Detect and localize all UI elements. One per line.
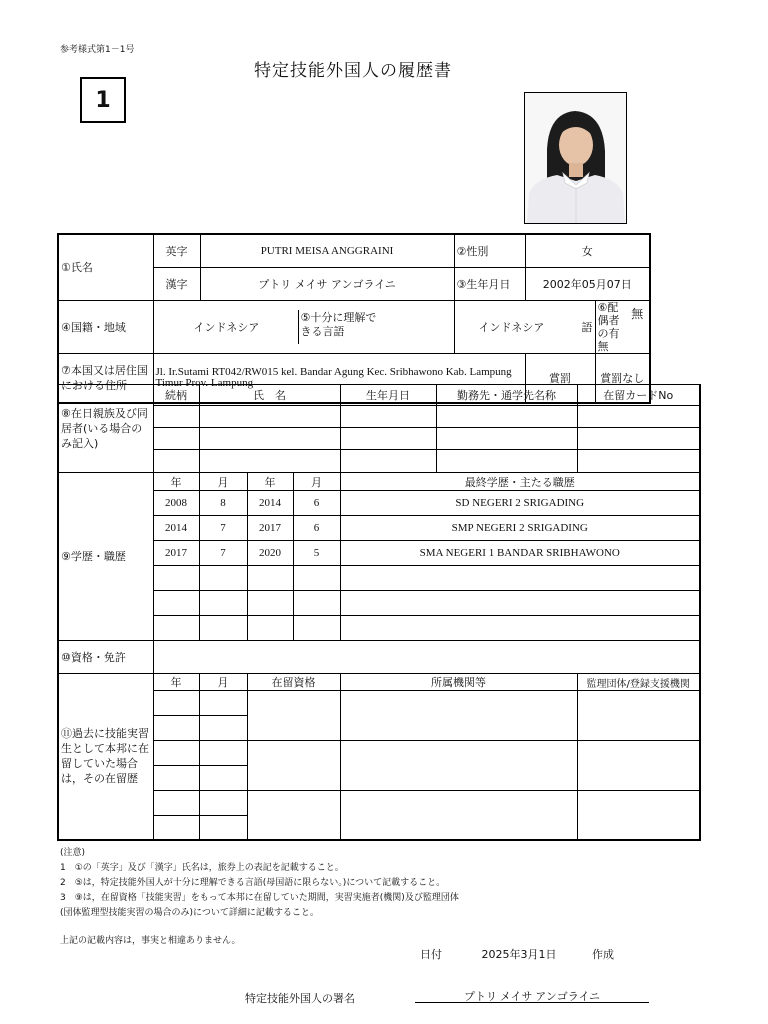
edu-cell: 2017: [247, 516, 293, 541]
kanji-name-label: 漢字: [153, 267, 200, 300]
birth-date-value: 2002年05月07日: [525, 267, 650, 300]
edu-header-history: 最終学歴・主たる職歴: [340, 473, 700, 491]
nationality-cell: [153, 300, 454, 353]
past-header-supervisor: 監理団体/登録支援機関: [577, 674, 700, 691]
page-number-box: 1: [80, 77, 126, 123]
edu-header-start-month: 月: [199, 473, 247, 491]
past-header-year: 年: [153, 674, 199, 691]
applicant-photo: [524, 92, 627, 224]
qualification-value: [153, 641, 700, 674]
past-row: [58, 791, 700, 816]
date-value: 2025年3月1日: [481, 948, 557, 961]
language-value: インドネシア: [478, 320, 545, 334]
edu-cell: 2017: [153, 541, 199, 566]
family-row: [58, 450, 700, 473]
family-row: [58, 406, 700, 428]
note-item: (団体監理型技能実習の場合のみ)について詳細に記載すること。: [60, 908, 319, 918]
date-line: [420, 946, 614, 962]
past-row: [58, 741, 700, 766]
family-header-birth: 生年月日: [340, 385, 436, 406]
edu-cell: 5: [293, 541, 340, 566]
gender-value: 女: [525, 234, 650, 267]
edu-cell: 8: [199, 491, 247, 516]
edu-header-start-year: 年: [153, 473, 199, 491]
signature-label: 特定技能外国人の署名: [245, 992, 355, 1005]
portrait-photo-icon: [525, 93, 626, 223]
notes-heading: (注意): [60, 848, 86, 858]
education-label: ⑨学歴・職歴: [58, 473, 153, 641]
edu-cell: 2020: [247, 541, 293, 566]
qualification-label: ⑩資格・免許: [58, 641, 153, 674]
edu-cell: 2008: [153, 491, 199, 516]
name-label: ①氏名: [58, 234, 153, 300]
note-item: 3 ⑨は，在留資格「技能実習」をもって本邦に在留していた期間，実習実施者(機関)及び監理団体: [60, 893, 459, 903]
edu-cell: 6: [293, 491, 340, 516]
english-name-value: PUTRI MEISA ANGGRAINI: [200, 234, 454, 267]
edu-header-end-year: 年: [247, 473, 293, 491]
date-label: 日付: [420, 948, 442, 961]
note-item: 1 ①の「英字」及び「漢字」氏名は，旅券上の表記を記載すること。: [60, 863, 344, 873]
past-row: [58, 691, 700, 716]
family-row: [58, 428, 700, 450]
education-row: [58, 491, 700, 516]
family-header-workplace: 勤務先・通学先名称: [436, 385, 577, 406]
personal-info-table: [57, 233, 651, 404]
address-value: Jl. Ir.Sutami RT042/RW015 kel. Bandar Agung Kec. Sribhawono Kab. Lampung Timur Prov. Lampung: [153, 353, 525, 403]
past-training-label: ⑪過去に技能実習生として本邦に在留していた場合は，その在留歴: [58, 674, 153, 840]
kanji-name-value: プトリ メイサ アンゴライニ: [200, 267, 454, 300]
spouse-value: 無: [631, 306, 644, 321]
spouse-label: ⑥配偶者の有無: [597, 300, 620, 353]
language-suffix: 語: [581, 320, 593, 334]
gender-label: ②性別: [454, 234, 525, 267]
education-row: [58, 616, 700, 641]
notes-section: [60, 846, 459, 921]
family-label: ⑧在日親族及び同居者(いる場合のみ記入): [58, 385, 153, 473]
past-header-organization: 所属機関等: [340, 674, 577, 691]
document-title: 特定技能外国人の履歴書: [254, 61, 452, 81]
education-row: [58, 591, 700, 616]
edu-school: SD NEGERI 2 SRIGADING: [340, 491, 700, 516]
history-table: [57, 384, 701, 841]
edu-cell: 7: [199, 516, 247, 541]
past-header-month: 月: [199, 674, 247, 691]
language-cell: [454, 300, 595, 353]
education-row: [58, 516, 700, 541]
edu-header-end-month: 月: [293, 473, 340, 491]
date-suffix: 作成: [592, 948, 614, 961]
address-label: ⑦本国又は居住国における住所: [58, 353, 153, 403]
edu-cell: 2014: [247, 491, 293, 516]
penalty-value: 賞罰なし: [595, 353, 650, 403]
note-item: 2 ⑤は，特定技能外国人が十分に理解できる言語(母国語に限らない。)について記載すること。: [60, 878, 446, 888]
family-header-relation: 続柄: [153, 385, 199, 406]
form-reference: 参考様式第1－1号: [60, 45, 135, 55]
edu-school: SMP NEGERI 2 SRIGADING: [340, 516, 700, 541]
edu-cell: 2014: [153, 516, 199, 541]
spouse-cell: [595, 300, 650, 353]
family-header-card-no: 在留カードNo: [577, 385, 700, 406]
education-row: [58, 541, 700, 566]
language-label: ⑤十分に理解できる言語: [298, 310, 383, 344]
penalty-label: 賞罰: [525, 353, 595, 403]
english-name-label: 英字: [153, 234, 200, 267]
signature-line: [415, 1002, 649, 1003]
nationality-label: ④国籍・地域: [58, 300, 153, 353]
edu-cell: 7: [199, 541, 247, 566]
education-row: [58, 566, 700, 591]
birth-date-label: ③生年月日: [454, 267, 525, 300]
declaration-text: 上記の記載内容は，事実と相違ありません。: [60, 936, 241, 946]
nationality-value: インドネシア: [193, 320, 260, 334]
past-header-status: 在留資格: [247, 674, 340, 691]
edu-cell: 6: [293, 516, 340, 541]
signature-value: プトリ メイサ アンゴライニ: [463, 991, 601, 1003]
edu-school: SMA NEGERI 1 BANDAR SRIBHAWONO: [340, 541, 700, 566]
family-header-name: 氏 名: [199, 385, 340, 406]
